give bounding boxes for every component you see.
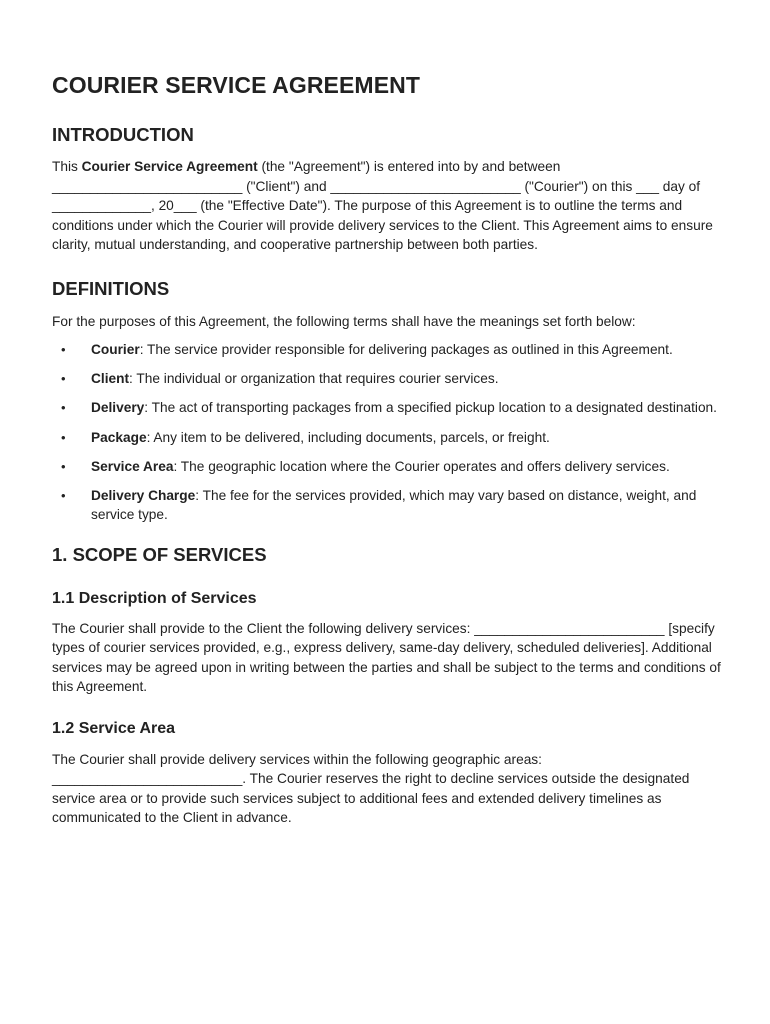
definitions-list [52,340,724,525]
definitions-intro: For the purposes of this Agreement, the following terms shall have the meanings set forth below: [52,313,636,329]
section-1-1-heading: 1.1 Description of Services [52,589,257,607]
definition-term: Delivery [91,400,145,416]
definition-text: : The service provider responsible for delivering packages as outlined in this Agreement. [139,342,673,357]
bullet-icon: • [61,487,66,503]
definition-item [52,457,724,477]
definition-text: : The geographic location where the Courier operates and offers delivery services. [173,458,670,474]
bullet-icon: • [61,342,66,357]
definition-item [52,398,724,418]
definition-term: Package [91,429,147,445]
intro-prefix: This [52,159,82,174]
definition-text: : The fee for the services provided, which may vary based on distance, weight, and service type. [91,487,697,523]
bullet-icon: • [61,371,66,387]
definition-term: Service Area [91,458,174,474]
section-1-2-paragraph: The Courier shall provide delivery services within the following geographic areas: _________________________. The Courier reserves the right to decline services outside the designated service area or to provide such services subject to additional fees and extended delivery timelines as communicated to the Client in advance. [52,751,690,826]
definitions-heading: DEFINITIONS [52,277,170,299]
bullet-icon: • [61,400,66,416]
intro-body: (the "Agreement") is entered into by and between _________________________ ("Client") and _________________________ ("Courier") on this ___ day of _____________, 20___ (the "Effective Date"). The purpose of this Agreement is to outline the terms and conditions under which the Courier will provide delivery services to the Client. This Agreement aims to ensure clarity, mutual understanding, and cooperative partnership between both parties. [52,159,713,252]
definition-term: Delivery Charge [91,487,196,503]
definition-term: Client [91,371,130,387]
bullet-icon: • [61,429,66,445]
definition-text: : The individual or organization that requires courier services. [129,371,499,387]
definition-item [52,428,724,448]
definition-text: : Any item to be delivered, including documents, parcels, or freight. [146,429,550,445]
introduction-paragraph [52,157,724,255]
section-1-1-paragraph: The Courier shall provide to the Client the following delivery services: _________________________ [specify types of courier services provided, e.g., express delivery, same-day delivery, scheduled deliveries]. Additional services may be agreed upon in writing between the parties and shall be subject to the terms and conditions of this Agreement. [52,620,721,695]
scope-heading: 1. SCOPE OF SERVICES [52,543,267,565]
intro-agreement-name: Courier Service Agreement [81,159,258,174]
bullet-icon: • [61,458,66,474]
section-1-2-heading: 1.2 Service Area [52,719,176,737]
definition-item [52,486,724,525]
definition-term: Courier [91,342,140,357]
document-body [52,68,724,828]
introduction-heading: INTRODUCTION [52,124,194,145]
document-title: COURIER SERVICE AGREEMENT [52,72,420,98]
definition-item [52,369,724,389]
definition-item [52,340,724,360]
definition-text: : The act of transporting packages from a specified pickup location to a designated destination. [144,400,717,416]
